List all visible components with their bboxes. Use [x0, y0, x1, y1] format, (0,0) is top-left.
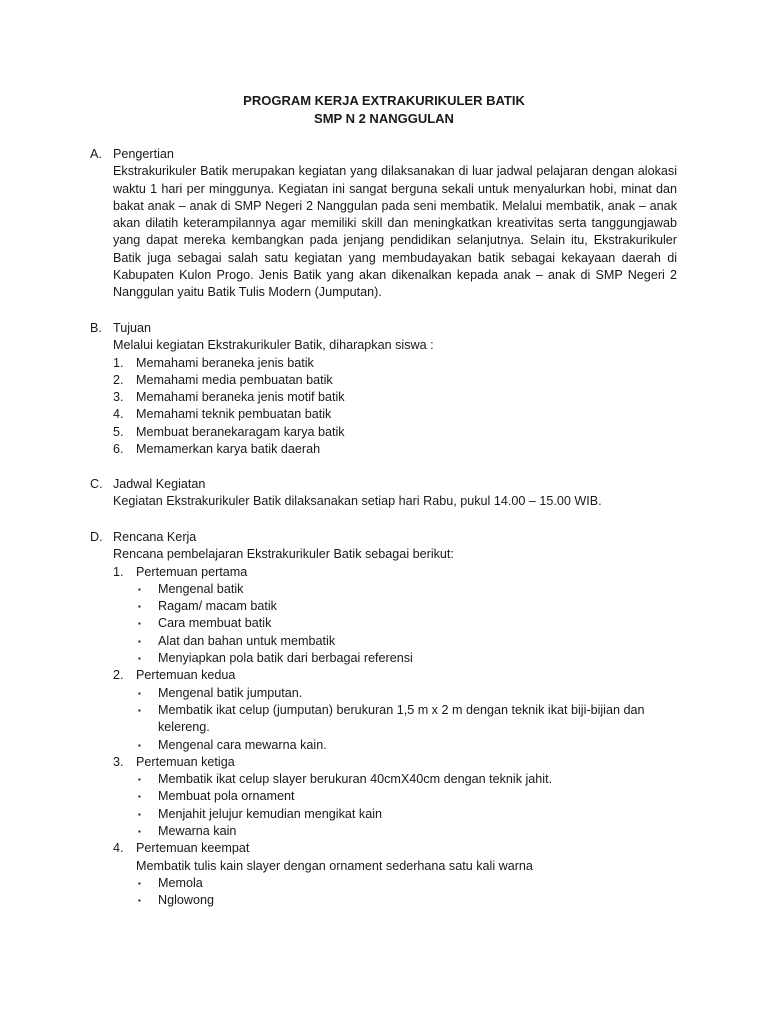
- section-letter: D.: [90, 530, 103, 544]
- list-number: 3.: [113, 754, 124, 769]
- bullet-text: Cara membuat batik: [158, 616, 272, 631]
- jadwal-text: Kegiatan Ekstrakurikuler Batik dilaksanakan setiap hari Rabu, pukul 14.00 – 15.00 WIB.: [113, 494, 602, 509]
- bullet-icon: ▪: [138, 654, 141, 664]
- list-item: [90, 424, 690, 441]
- rencana-intro: Rencana pembelajaran Ekstrakurikuler Batik sebagai berikut:: [113, 547, 454, 562]
- list-number: 1.: [113, 355, 124, 370]
- bullet-icon: ▪: [138, 740, 141, 750]
- list-text: Memamerkan karya batik daerah: [136, 442, 321, 457]
- meeting-heading: [90, 667, 690, 684]
- list-item: [90, 441, 690, 458]
- section-heading: [90, 146, 690, 163]
- bullet-item: [90, 685, 686, 702]
- pengertian-paragraph: Ekstrakurikuler Batik merupakan kegiatan yang dilaksanakan di luar jadwal pelajaran dengan alokasi waktu 1 hari per minggunya. Kegiatan ini sangat berguna sekali untuk menyalurkan hobi, minat dan bakat anak – anak di SMP Negeri 2 Nanggulan pada seni membatik. Melalui membatik, anak – anak akan dilatih keterampilannya agar memiliki skill dan meningkatkan kreativitas serta tanggungjawab yang dapat mereka kembangkan pada jenjang pendidikan selanjutnya. Selain itu, Ekstrakurikuler Batik juga sebagai salah satu kegiatan yang membudayakan batik sebagai kekayaan daerah di Kabupaten Kulon Progo. Jenis Batik yang akan dikenalkan kepada anak – anak di SMP Negeri 2 Nanggulan yaitu Batik Tulis Modern (Jumputan).: [113, 164, 677, 300]
- list-number: 4.: [113, 841, 124, 856]
- bullet-item: [90, 771, 686, 788]
- bullet-icon: ▪: [138, 584, 141, 594]
- meeting-title: Pertemuan ketiga: [136, 754, 235, 769]
- bullet-item: [90, 737, 686, 754]
- section-title: Jadwal Kegiatan: [113, 477, 206, 491]
- bullet-item: [90, 633, 686, 650]
- document-title: PROGRAM KERJA EXTRAKURIKULER BATIK: [243, 93, 525, 108]
- bullet-text: Mengenal cara mewarna kain.: [158, 737, 327, 752]
- list-item: [90, 406, 690, 423]
- section-letter: C.: [90, 477, 103, 491]
- section-tujuan: [90, 320, 690, 458]
- bullet-item: [90, 702, 686, 737]
- bullet-text: Memola: [158, 875, 203, 890]
- list-number: 4.: [113, 407, 124, 422]
- meeting-note: Membatik tulis kain slayer dengan ornament sederhana satu kali warna: [136, 858, 533, 873]
- section-pengertian: [90, 146, 690, 302]
- bullet-icon: ▪: [138, 775, 141, 785]
- list-number: 2.: [113, 372, 124, 387]
- section-jadwal: [90, 476, 690, 511]
- list-text: Memahami beraneka jenis batik: [136, 355, 314, 370]
- section-title: Tujuan: [113, 321, 152, 335]
- bullet-icon: ▪: [138, 619, 141, 629]
- bullet-item: [90, 788, 686, 805]
- bullet-text: Membuat pola ornament: [158, 789, 295, 804]
- bullet-item: [90, 650, 686, 667]
- list-number: 6.: [113, 442, 124, 457]
- bullet-item: [90, 875, 686, 892]
- list-text: Memahami beraneka jenis motif batik: [136, 390, 345, 405]
- section-letter: B.: [90, 321, 102, 335]
- list-number: 2.: [113, 668, 124, 683]
- section-heading: [90, 320, 690, 337]
- bullet-item: [90, 615, 686, 632]
- bullet-item: [90, 598, 686, 615]
- bullet-text: Nglowong: [158, 893, 215, 908]
- section-heading: [90, 476, 690, 493]
- bullet-item: [90, 806, 686, 823]
- tujuan-intro: Melalui kegiatan Ekstrakurikuler Batik, diharapkan siswa :: [113, 338, 434, 353]
- bullet-icon: ▪: [138, 827, 141, 837]
- list-text: Memahami media pembuatan batik: [136, 372, 333, 387]
- bullet-text: Alat dan bahan untuk membatik: [158, 633, 336, 648]
- bullet-item: [90, 892, 686, 909]
- list-text: Memahami teknik pembuatan batik: [136, 407, 332, 422]
- bullet-item: [90, 581, 686, 598]
- list-number: 5.: [113, 424, 124, 439]
- section-title: Rencana Kerja: [113, 530, 197, 544]
- bullet-text: Membatik ikat celup slayer berukuran 40cmX40cm dengan teknik jahit.: [158, 772, 553, 787]
- document-subtitle: SMP N 2 NANGGULAN: [314, 111, 454, 126]
- section-title: Pengertian: [113, 147, 174, 161]
- bullet-text: Ragam/ macam batik: [158, 599, 277, 614]
- bullet-icon: ▪: [138, 792, 141, 802]
- list-number: 1.: [113, 564, 124, 579]
- bullet-icon: ▪: [138, 809, 141, 819]
- meeting-title: Pertemuan keempat: [136, 841, 250, 856]
- list-item: [90, 389, 690, 406]
- bullet-text: Menyiapkan pola batik dari berbagai referensi: [158, 651, 413, 666]
- meeting-title: Pertemuan pertama: [136, 564, 248, 579]
- list-item: [90, 372, 690, 389]
- bullet-text: Mengenal batik: [158, 581, 244, 596]
- section-letter: A.: [90, 147, 102, 161]
- bullet-icon: ▪: [138, 688, 141, 698]
- meeting-heading: [90, 754, 690, 771]
- meeting-title: Pertemuan kedua: [136, 668, 236, 683]
- bullet-text: Mewarna kain: [158, 824, 237, 839]
- list-number: 3.: [113, 390, 124, 405]
- bullet-text: Mengenal batik jumputan.: [158, 685, 303, 700]
- list-item: [90, 355, 690, 372]
- bullet-icon: ▪: [138, 705, 141, 715]
- bullet-icon: ▪: [138, 896, 141, 906]
- list-text: Membuat beranekaragam karya batik: [136, 424, 345, 439]
- section-heading: [90, 529, 690, 546]
- bullet-item: [90, 823, 686, 840]
- section-rencana-kerja: [90, 529, 690, 910]
- meeting-heading: [90, 564, 690, 581]
- meeting-heading: [90, 840, 690, 857]
- bullet-text: Menjahit jelujur kemudian mengikat kain: [158, 806, 383, 821]
- bullet-icon: ▪: [138, 878, 141, 888]
- bullet-icon: ▪: [138, 602, 141, 612]
- bullet-text: Membatik ikat celup (jumputan) berukuran 1,5 m x 2 m dengan teknik ikat biji-bijian dan kelereng.: [158, 702, 645, 735]
- bullet-icon: ▪: [138, 636, 141, 646]
